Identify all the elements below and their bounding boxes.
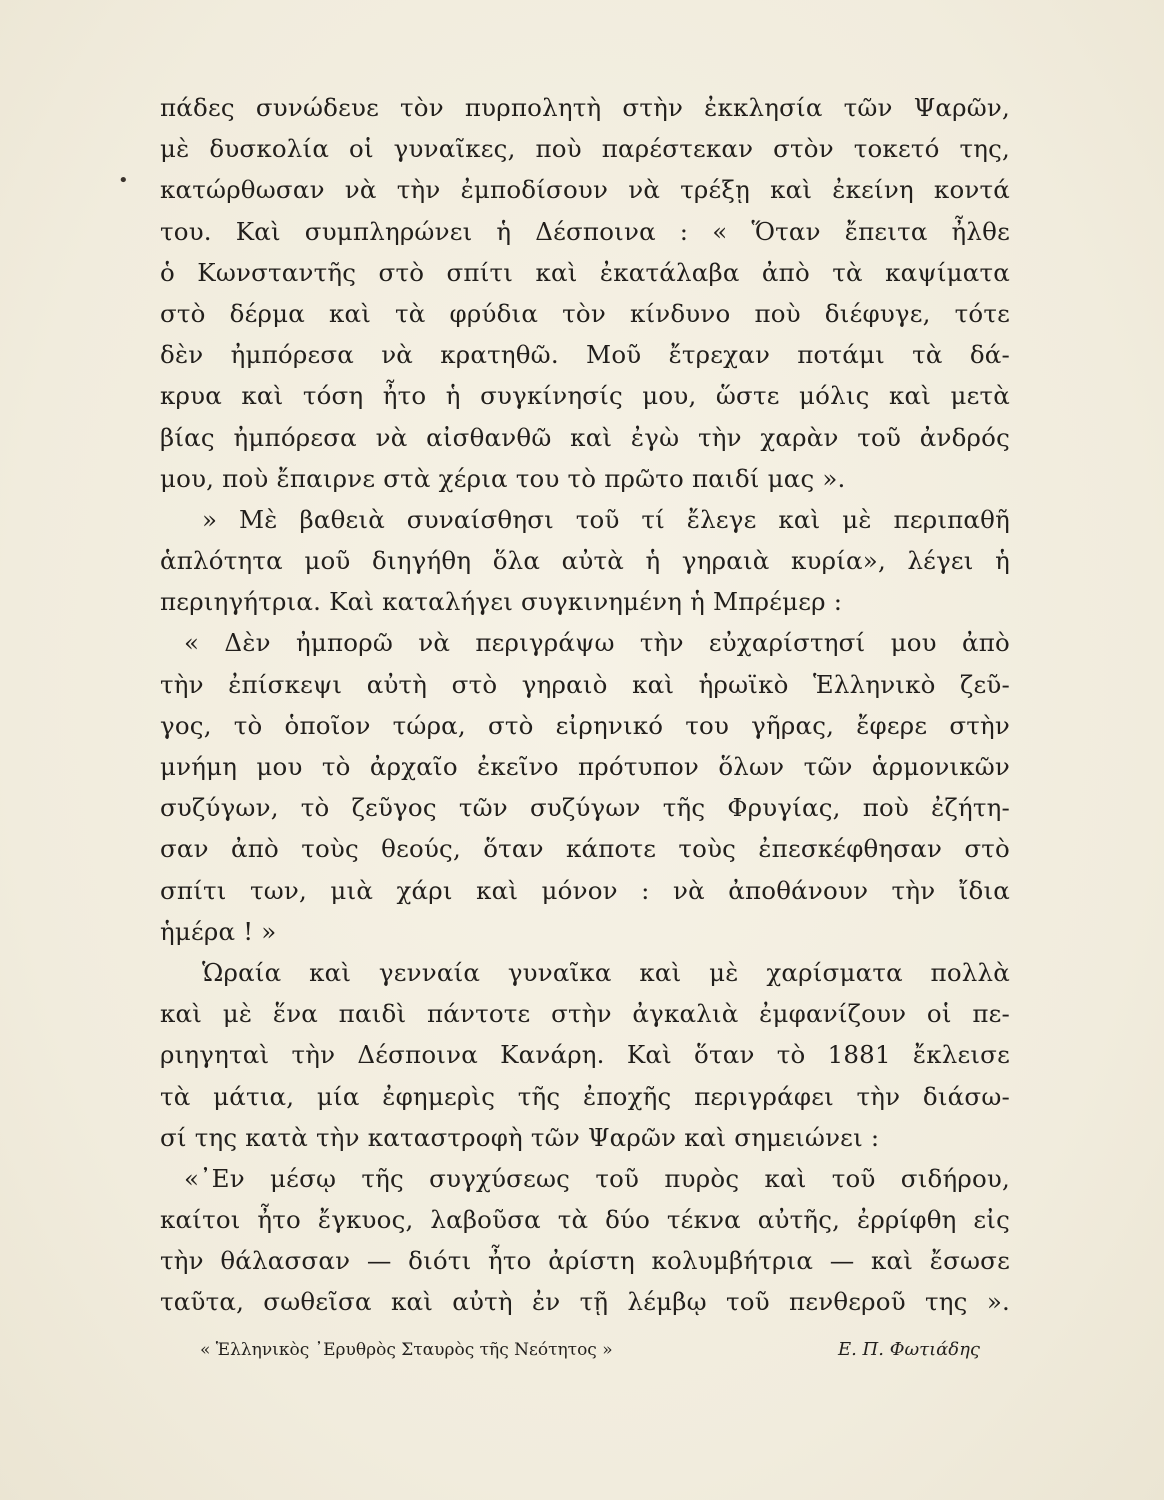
margin-dot-mark: • [118,170,129,191]
text-line: καὶ μὲ ἕνα παιδὶ πάντοτε στὴν ἀγκαλιὰ ἐμφανίζουν οἱ πε- [160,999,1010,1029]
citation-footer [200,1335,980,1365]
text-line: συζύγων, τὸ ζεῦγος τῶν συζύγων τῆς Φρυγίας, ποὺ ἐζήτη- [160,793,1010,823]
text-line: μου, ποὺ ἔπαιρνε στὰ χέρια του τὸ πρῶτο παιδί μας ». [160,463,846,493]
text-line: τὴν θάλασσαν — διότι ἦτο ἀρίστη κολυμβήτρια — καὶ ἔσωσε [160,1246,1010,1276]
text-line: τὴν ἐπίσκεψι αὐτὴ στὸ γηραιὸ καὶ ἡρωϊκὸ Ἑλληνικὸ ζεῦ- [160,669,1010,699]
text-line: πάδες συνώδευε τὸν πυρπολητὴ στὴν ἐκκλησία τῶν Ψαρῶν, [160,93,1010,122]
text-line: του. Καὶ συμπληρώνει ἡ Δέσποινα : « Ὅταν ἔπειτα ἦλθε [160,216,1010,246]
text-line: σπίτι των, μιὰ χάρι καὶ μόνον : νὰ ἀποθάνουν τὴν ἴδια [160,875,1010,905]
text-line: τὰ μάτια, μία ἐφημερὶς τῆς ἐποχῆς περιγράφει τὴν διάσω- [160,1081,1010,1111]
text-line: «᾿Εν μέσῳ τῆς συγχύσεως τοῦ πυρὸς καὶ τοῦ σιδήρου, [184,1163,1010,1193]
text-line: κρυα καὶ τόση ἦτο ἡ συγκίνησίς μου, ὥστε μόλις καὶ μετὰ [160,381,1010,411]
text-line: σαν ἀπὸ τοὺς θεούς, ὅταν κάποτε τοὺς ἐπεσκέφθησαν στὸ [160,834,1010,864]
text-line: βίας ἠμπόρεσα νὰ αἰσθανθῶ καὶ ἐγὼ τὴν χαρὰν τοῦ ἀνδρός [160,422,1010,452]
text-line: μὲ δυσκολία οἱ γυναῖκες, ποὺ παρέστεκαν στὸν τοκετό της, [160,134,1010,164]
text-line: μνήμη μου τὸ ἀρχαῖο ἐκεῖνο πρότυπον ὅλων τῶν ἁρμονικῶν [160,752,1010,781]
text-line: περιηγήτρια. Καὶ καταλήγει συγκινημένη ἡ Μπρέμερ : [160,587,843,617]
text-line: ὁ Κωνσταντῆς στὸ σπίτι καὶ ἐκατάλαβα ἀπὸ τὰ καψίματα [160,257,1010,287]
text-line: σί της κατὰ τὴν καταστροφὴ τῶν Ψαρῶν καὶ σημειώνει : [160,1122,880,1152]
citation-author: Ε. Π. Φωτιάδης [837,1339,980,1360]
text-line: δὲν ἠμπόρεσα νὰ κρατηθῶ. Μοῦ ἔτρεχαν ποτάμι τὰ δά- [160,340,1010,370]
text-line: κατώρθωσαν νὰ τὴν ἐμποδίσουν νὰ τρέξῃ καὶ ἐκείνη κοντά [160,175,1010,205]
text-line: ταῦτα, σωθεῖσα καὶ αὐτὴ ἐν τῇ λέμβῳ τοῦ πενθεροῦ της ». [160,1287,1010,1317]
text-line: στὸ δέρμα καὶ τὰ φρύδια τὸν κίνδυνο ποὺ διέφυγε, τότε [160,298,1010,328]
text-line: ἁπλότητα μοῦ διηγήθη ὅλα αὐτὰ ἡ γηραιὰ κυρία», λέγει ἡ [160,546,1010,576]
text-line: » Μὲ βαθειὰ συναίσθησι τοῦ τί ἔλεγε καὶ μὲ περιπαθῆ [202,504,1010,534]
text-line: ριηγηταὶ τὴν Δέσποινα Κανάρη. Καὶ ὅταν τὸ 1881 ἔκλεισε [160,1040,1010,1070]
text-line: ἡμέρα ! » [160,916,277,946]
body-text [160,87,1010,1323]
citation-source: « Ἑλληνικὸς ᾿Ερυθρὸς Σταυρὸς τῆς Νεότητος » [200,1340,613,1360]
text-line: γος, τὸ ὁποῖον τώρα, στὸ εἰρηνικό του γῆρας, ἔφερε στὴν [160,710,1010,740]
text-line: καίτοι ἦτο ἔγκυος, λαβοῦσα τὰ δύο τέκνα αὐτῆς, ἐρρίφθη εἰς [160,1205,1010,1235]
text-line: « Δὲν ἠμπορῶ νὰ περιγράψω τὴν εὐχαρίστησί μου ἀπὸ [184,628,1010,658]
text-line: Ὡραία καὶ γενναία γυναῖκα καὶ μὲ χαρίσματα πολλὰ [202,957,1010,987]
